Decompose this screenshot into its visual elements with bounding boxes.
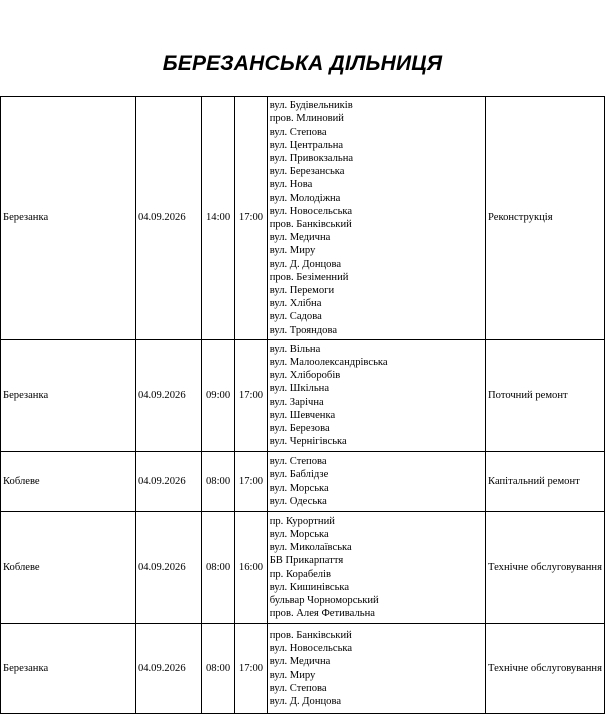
street-item: вул. Одеська [269,495,327,507]
street-item: вул. Малоолександрівська [269,356,388,368]
date-cell: 04.09.2026 [135,340,201,452]
street-item: вул. Медична [269,656,331,668]
street-item: вул. Морська [269,528,329,540]
work-type-cell: Реконструкція [486,97,605,340]
street-item: пров. Млиновий [269,113,344,125]
street-item: вул. Кишинівська [269,581,350,593]
start-time-cell: 08:00 [201,452,234,512]
street-item: вул. Молодіжна [269,192,341,204]
street-item: вул. Трояндова [269,324,338,336]
street-item: пров. Банківський [269,629,352,641]
start-time-cell: 14:00 [201,97,234,340]
street-item: вул. Миру [269,669,316,681]
street-item: вул. Будівельників [269,100,353,112]
street-item: пров. Алея Фетивальна [269,608,375,620]
street-item: вул. Березанська [269,166,345,178]
street-item: вул. Привокзальна [269,152,354,164]
street-item: бульвар Чорноморський [269,594,379,606]
table-row [1,452,605,512]
street-item: вул. Д. Донцова [269,695,342,707]
street-item: вул. Степова [269,682,327,694]
table-row [1,97,605,340]
start-time-cell: 08:00 [201,512,234,624]
streets-cell [267,624,485,714]
street-item: вул. Степова [269,126,327,138]
date-cell: 04.09.2026 [135,624,201,714]
location-cell: Коблеве [1,512,136,624]
outage-schedule-table [0,96,605,714]
table-row [1,340,605,452]
street-item: пр. Корабелів [269,568,331,580]
street-item: вул. Новосельська [269,643,353,655]
work-type-cell: Технічне обслуговування [486,512,605,624]
location-cell: Березанка [1,340,136,452]
streets-cell [267,97,485,340]
end-time-cell: 17:00 [235,624,267,714]
street-item: вул. Баблідзе [269,469,329,481]
street-item: вул. Д. Донцова [269,258,342,270]
street-item: вул. Садова [269,311,322,323]
street-item: вул. Березова [269,422,330,434]
work-type-cell: Поточний ремонт [486,340,605,452]
street-item: вул. Чернігівська [269,436,347,448]
street-item: вул. Зарічна [269,396,324,408]
street-item: вул. Миру [269,245,316,257]
start-time-cell: 08:00 [201,624,234,714]
date-cell: 04.09.2026 [135,512,201,624]
street-item: вул. Перемоги [269,285,335,297]
streets-cell [267,512,485,624]
end-time-cell: 17:00 [235,97,267,340]
date-cell: 04.09.2026 [135,452,201,512]
street-item: вул. Нова [269,179,313,191]
streets-cell [267,452,485,512]
street-item: пров. Банківський [269,219,352,230]
street-item: вул. Степова [269,456,327,468]
end-time-cell: 17:00 [235,452,267,512]
street-item: вул. Шевченка [269,409,336,421]
street-item: вул. Центральна [269,139,344,151]
page-title: БЕРЕЗАНСЬКА ДІЛЬНИЦЯ [162,52,443,75]
start-time-cell: 09:00 [201,340,234,452]
table-row [1,624,605,714]
street-item: вул. Медична [269,232,331,244]
streets-cell [267,340,485,452]
street-item: пров. Безіменний [269,271,349,283]
location-cell: Березанка [1,624,136,714]
location-cell: Березанка [1,97,136,340]
work-type-cell: Капітальний ремонт [486,452,605,512]
street-item: вул. Новосельська [269,205,353,217]
street-item: вул. Хлібна [269,298,322,310]
end-time-cell: 17:00 [235,340,267,452]
street-item: вул. Шкільна [269,383,330,395]
location-cell: Коблеве [1,452,136,512]
street-item: вул. Вільна [269,343,321,355]
work-type-cell: Технічне обслуговування [486,624,605,714]
street-item: БВ Прикарпаття [269,555,344,567]
street-item: вул. Миколаївська [269,542,352,554]
street-item: пр. Курортний [269,515,335,527]
table-row [1,512,605,624]
street-item: вул. Хліборобів [269,370,341,382]
street-item: вул. Морська [269,482,329,494]
date-cell: 04.09.2026 [135,97,201,340]
end-time-cell: 16:00 [235,512,267,624]
